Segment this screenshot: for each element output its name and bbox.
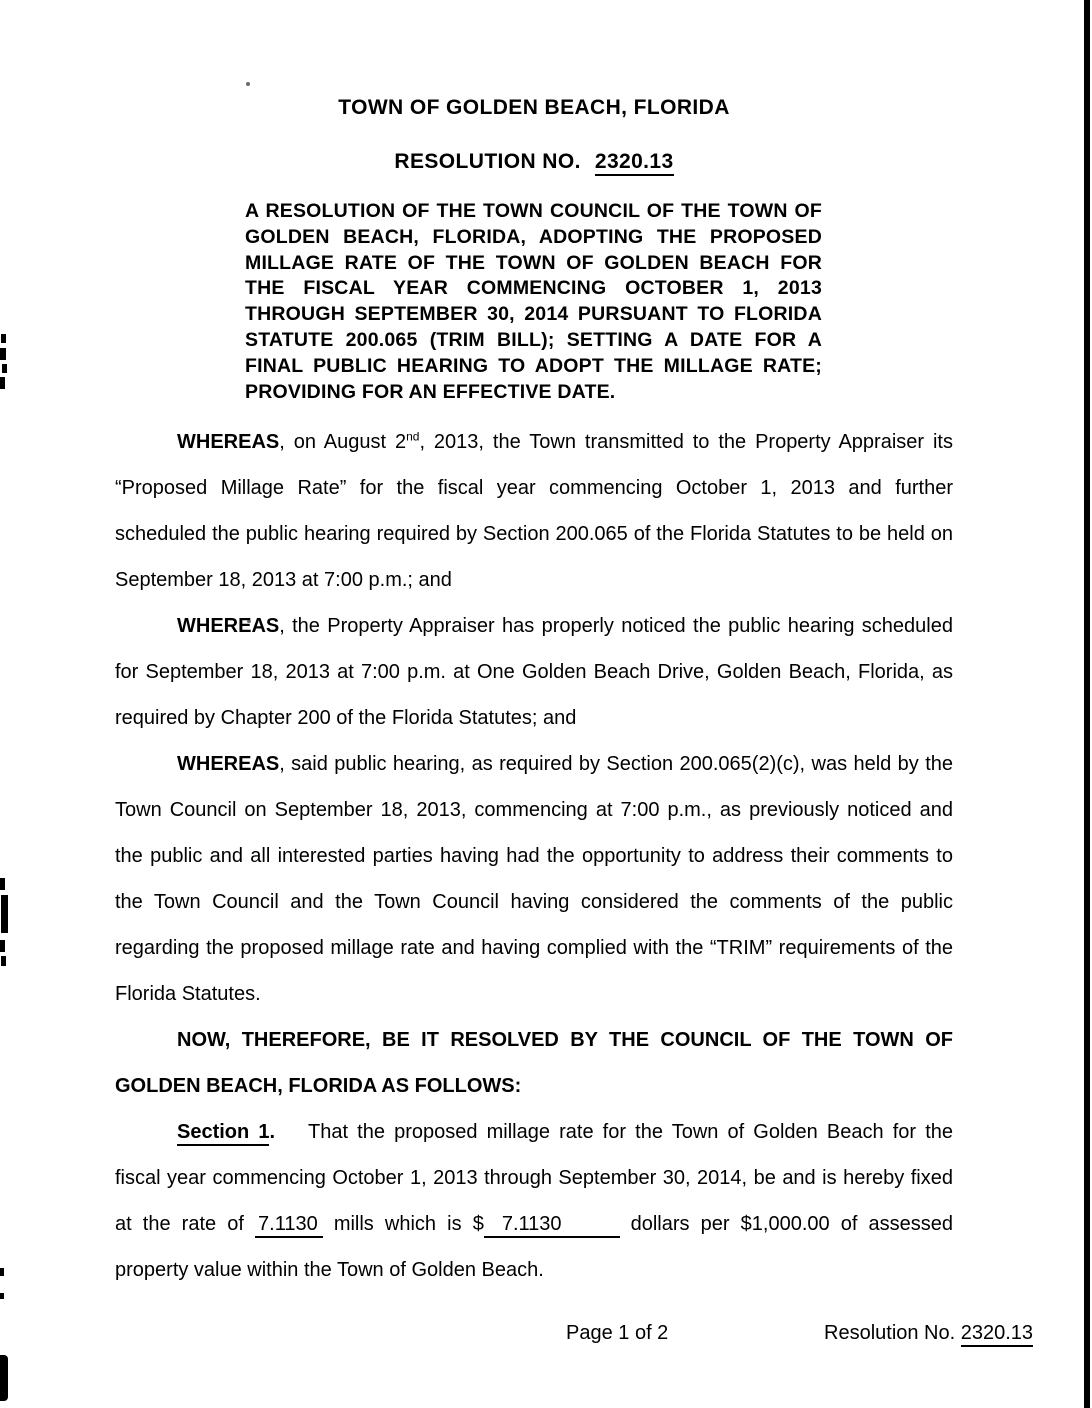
ordinal-superscript: nd (406, 429, 420, 444)
section-1-paragraph (115, 1109, 953, 1293)
whereas-3-text: , said public hearing, as required by Section 200.065(2)(c), was held by the Town Council on September 18, 2013, commencing at 7:00 p.m., as previously noticed and the public and all interested parties having had the opportunity to address their comments to the Town Council and the Town Council having considered the comments of the public regarding the proposed millage rate and having complied with the “TRIM” requirements of the Florida Statutes. (115, 753, 953, 1006)
resolution-number-label: RESOLUTION NO. (394, 150, 581, 173)
whereas-1-text-rest: , 2013, the Town transmitted to the Property Appraiser its “Proposed Millage Rate” for the fiscal year commencing October 1, 2013 and further scheduled the public hearing required by Section 200.065 of the Florida Statutes to be held on September 18, 2013 at 7:00 p.m.; and (115, 431, 953, 592)
mills-rate-value: 7.1130 (255, 1213, 323, 1238)
whereas-2-text: , the Property Appraiser has properly noticed the public hearing scheduled for September 18, 2013 at 7:00 p.m. at One Golden Beach Drive, Golden Beach, Florida, as required by Chapter 200 of the Florida Statutes; and (115, 615, 953, 730)
scan-artifact (0, 940, 5, 952)
whereas-1-text-pre: , on August 2 (279, 431, 407, 454)
scan-artifact (1, 956, 6, 966)
scan-artifact (0, 1268, 4, 1276)
scan-artifact (0, 1355, 8, 1401)
scan-artifact (0, 878, 5, 890)
page-footer (230, 1322, 1068, 1362)
scan-artifact (0, 348, 6, 360)
section-1-label-underlined: Section 1 (177, 1121, 269, 1146)
section-1-label (177, 1121, 275, 1143)
section-1-text-middle: mills which is $ (322, 1213, 484, 1236)
resolved-clause: NOW, THEREFORE, BE IT RESOLVED BY THE COUNCIL OF THE TOWN OF GOLDEN BEACH, FLORIDA AS FOLLOWS: (115, 1029, 953, 1098)
whereas-paragraph-1 (115, 419, 953, 603)
footer-resolution-reference (824, 1322, 1033, 1345)
footer-resolution-number: 2320.13 (961, 1322, 1033, 1347)
resolution-document (115, 0, 1034, 1344)
resolution-number-heading (115, 150, 953, 174)
resolution-summary: A RESOLUTION OF THE TOWN COUNCIL OF THE TOWN OF GOLDEN BEACH, FLORIDA, ADOPTING THE PROPOSED MILLAGE RATE OF THE TOWN OF GOLDEN BEACH FOR THE FISCAL YEAR COMMENCING OCTOBER 1, 2013 THROUGH SEPTEMBER 30, 2014 PURSUANT TO FLORIDA STATUTE 200.065 (TRIM BILL); SETTING A DATE FOR A FINAL PUBLIC HEARING TO ADOPT THE MILLAGE RATE; PROVIDING FOR AN EFFECTIVE DATE. (245, 200, 822, 403)
scan-artifact (0, 377, 5, 389)
scan-artifact (1, 334, 6, 343)
scan-artifact (1, 895, 8, 933)
document-title: TOWN OF GOLDEN BEACH, FLORIDA (338, 96, 730, 119)
scan-artifact (0, 1293, 4, 1299)
resolution-body (115, 419, 953, 1293)
section-1-text-after: dollars per $1,000.00 of assessed property value within the Town of Golden Beach. (115, 1213, 953, 1282)
whereas-lead-3: WHEREAS (177, 753, 280, 776)
whereas-paragraph-3 (115, 741, 953, 1017)
page-indicator: Page 1 of 2 (566, 1322, 669, 1344)
scan-artifact (2, 364, 7, 373)
whereas-lead-1: WHEREAS (177, 431, 280, 454)
whereas-paragraph-2 (115, 603, 953, 741)
scan-edge-line (1084, 0, 1090, 1408)
resolution-number-value: 2320.13 (595, 150, 674, 176)
section-1-text-before: That the proposed millage rate for the Town of Golden Beach for the fiscal year commencing October 1, 2013 through September 30, 2014, be and is hereby fixed at the rate of (115, 1121, 953, 1236)
footer-resolution-label: Resolution No. (824, 1322, 961, 1344)
dollars-rate-value: 7.1130 (484, 1213, 620, 1238)
whereas-lead-2: WHEREAS (177, 615, 280, 638)
section-1-label-period: . (269, 1121, 276, 1144)
